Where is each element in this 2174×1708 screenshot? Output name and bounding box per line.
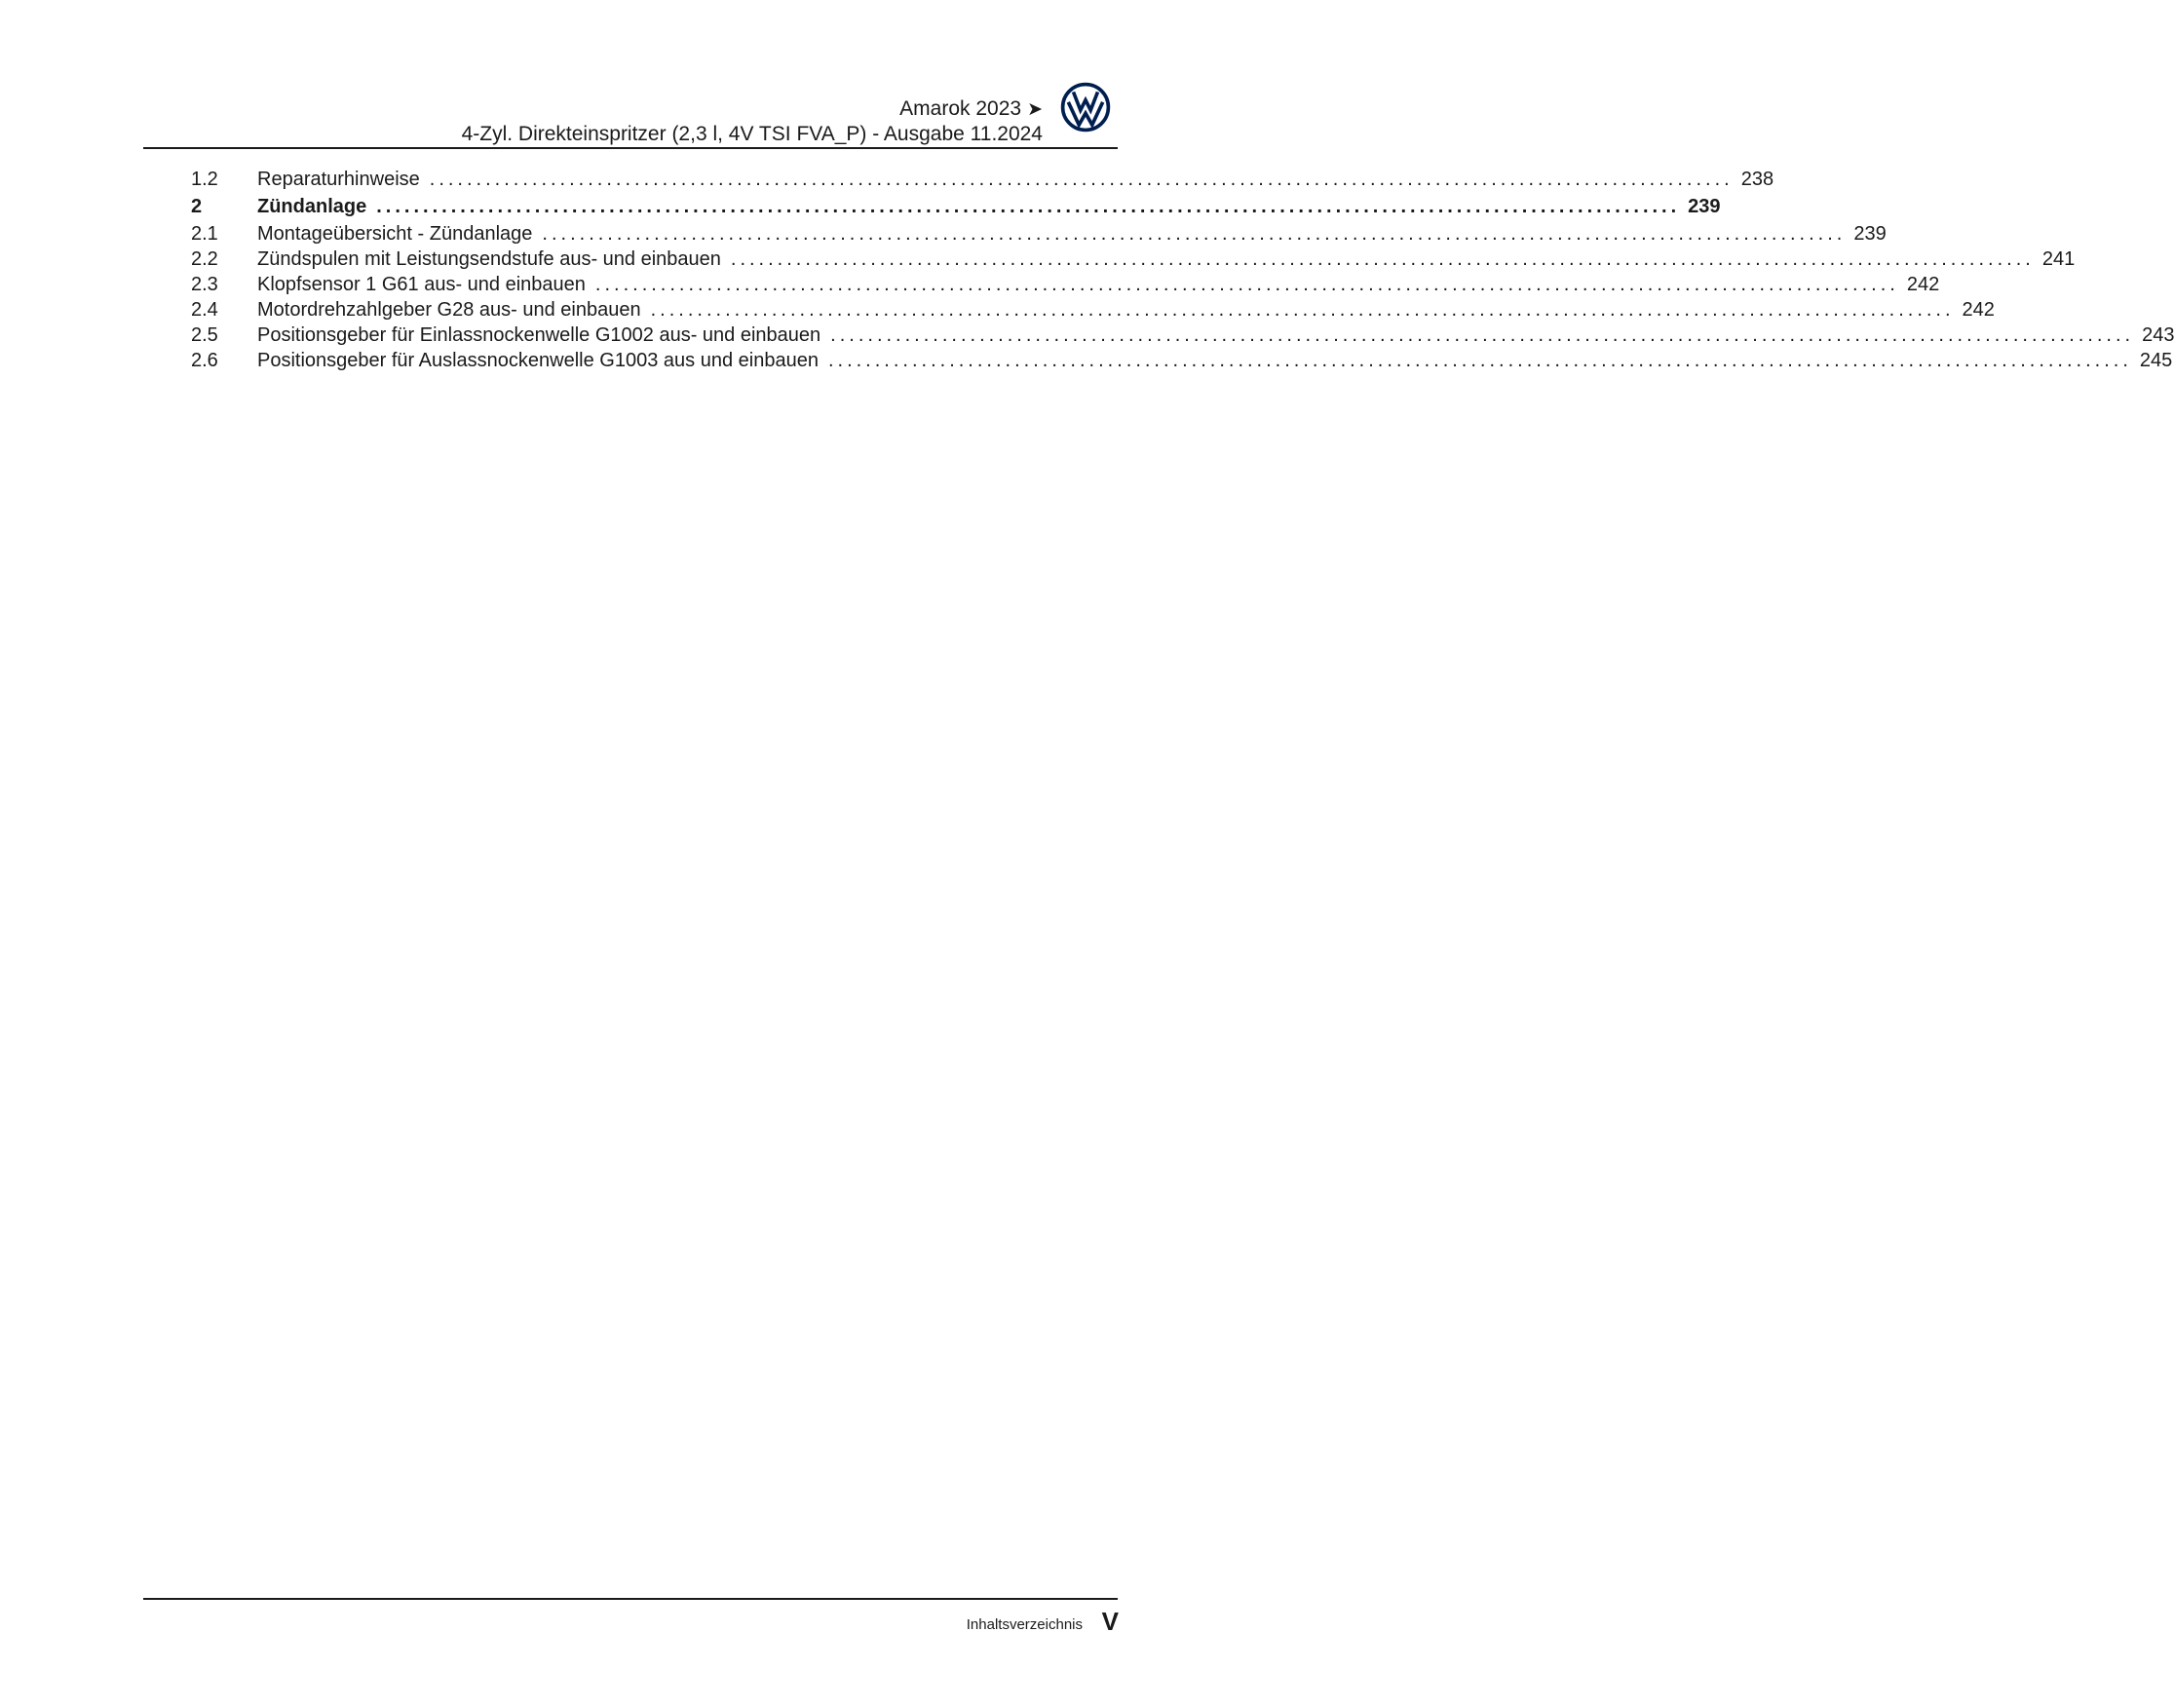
toc-leader-dots: ............................................................................................................................................ [542, 223, 1847, 245]
toc-title: Motordrehzahlgeber G28 aus- und einbauen [257, 299, 641, 321]
header-divider [143, 147, 1118, 149]
toc-title: Klopfsensor 1 G61 aus- und einbauen [257, 274, 586, 295]
toc-entry[interactable] [191, 297, 1995, 323]
toc-entry[interactable] [191, 221, 1887, 247]
toc-number: 2 [191, 196, 203, 217]
toc-leader-dots: ............................................................................................................................................ [830, 324, 2135, 346]
toc-page-number: 245 [2139, 350, 2173, 371]
footer-page-number: V [1101, 1607, 1119, 1636]
toc-leader-dots: ............................................................................................................................................ [429, 169, 1734, 190]
toc-leader-dots: ............................................................................................................................................ [376, 196, 1681, 217]
toc-entry[interactable] [191, 247, 2076, 272]
toc-number: 2.5 [191, 324, 218, 346]
toc-title: Positionsgeber für Einlassnockenwelle G1002 aus- und einbauen [257, 324, 821, 346]
toc-leader-dots: ............................................................................................................................................ [827, 350, 2132, 371]
toc-number: 2.2 [191, 248, 218, 270]
toc-page-number: 239 [1853, 223, 1887, 245]
toc-number: 2.6 [191, 350, 218, 371]
toc-title: Reparaturhinweise [257, 169, 420, 190]
toc-number: 2.4 [191, 299, 218, 321]
toc-page-number: 242 [1906, 274, 1940, 295]
document-subtitle: 4-Zyl. Direkteinspritzer (2,3 l, 4V TSI FVA_P) - Ausgabe 11.2024 [461, 123, 1043, 145]
footer-section-label: Inhaltsverzeichnis [966, 1616, 1083, 1633]
toc-number: 2.1 [191, 223, 218, 245]
toc-number: 2.3 [191, 274, 218, 295]
toc-entry[interactable] [191, 272, 1940, 297]
toc-title: Montageübersicht - Zündanlage [257, 223, 533, 245]
toc-page-number: 238 [1740, 169, 1774, 190]
toc-leader-dots: ............................................................................................................................................ [730, 248, 2035, 270]
document-title: Amarok 2023 [899, 97, 1022, 120]
toc-leader-dots: ............................................................................................................................................ [594, 274, 1899, 295]
toc-number: 1.2 [191, 169, 218, 190]
toc-page-number: 241 [2041, 248, 2076, 270]
toc-entry[interactable] [191, 167, 1774, 192]
toc-title: Positionsgeber für Auslassnockenwelle G1003 aus und einbauen [257, 350, 819, 371]
toc-page-number: 243 [2142, 324, 2174, 346]
table-of-contents [191, 167, 2174, 373]
toc-page-number: 239 [1688, 196, 1721, 217]
footer-divider [143, 1598, 1118, 1600]
vw-logo-icon [1060, 82, 1111, 133]
toc-entry[interactable] [191, 348, 2173, 373]
toc-title: Zündspulen mit Leistungsendstufe aus- und einbauen [257, 248, 721, 270]
toc-title: Zündanlage [257, 196, 367, 217]
toc-leader-dots: ............................................................................................................................................ [650, 299, 1955, 321]
toc-page-number: 242 [1962, 299, 1995, 321]
toc-entry[interactable] [191, 323, 2174, 348]
toc-chapter-entry[interactable] [191, 192, 1721, 221]
continue-arrow-icon: ➤ [1027, 99, 1043, 120]
